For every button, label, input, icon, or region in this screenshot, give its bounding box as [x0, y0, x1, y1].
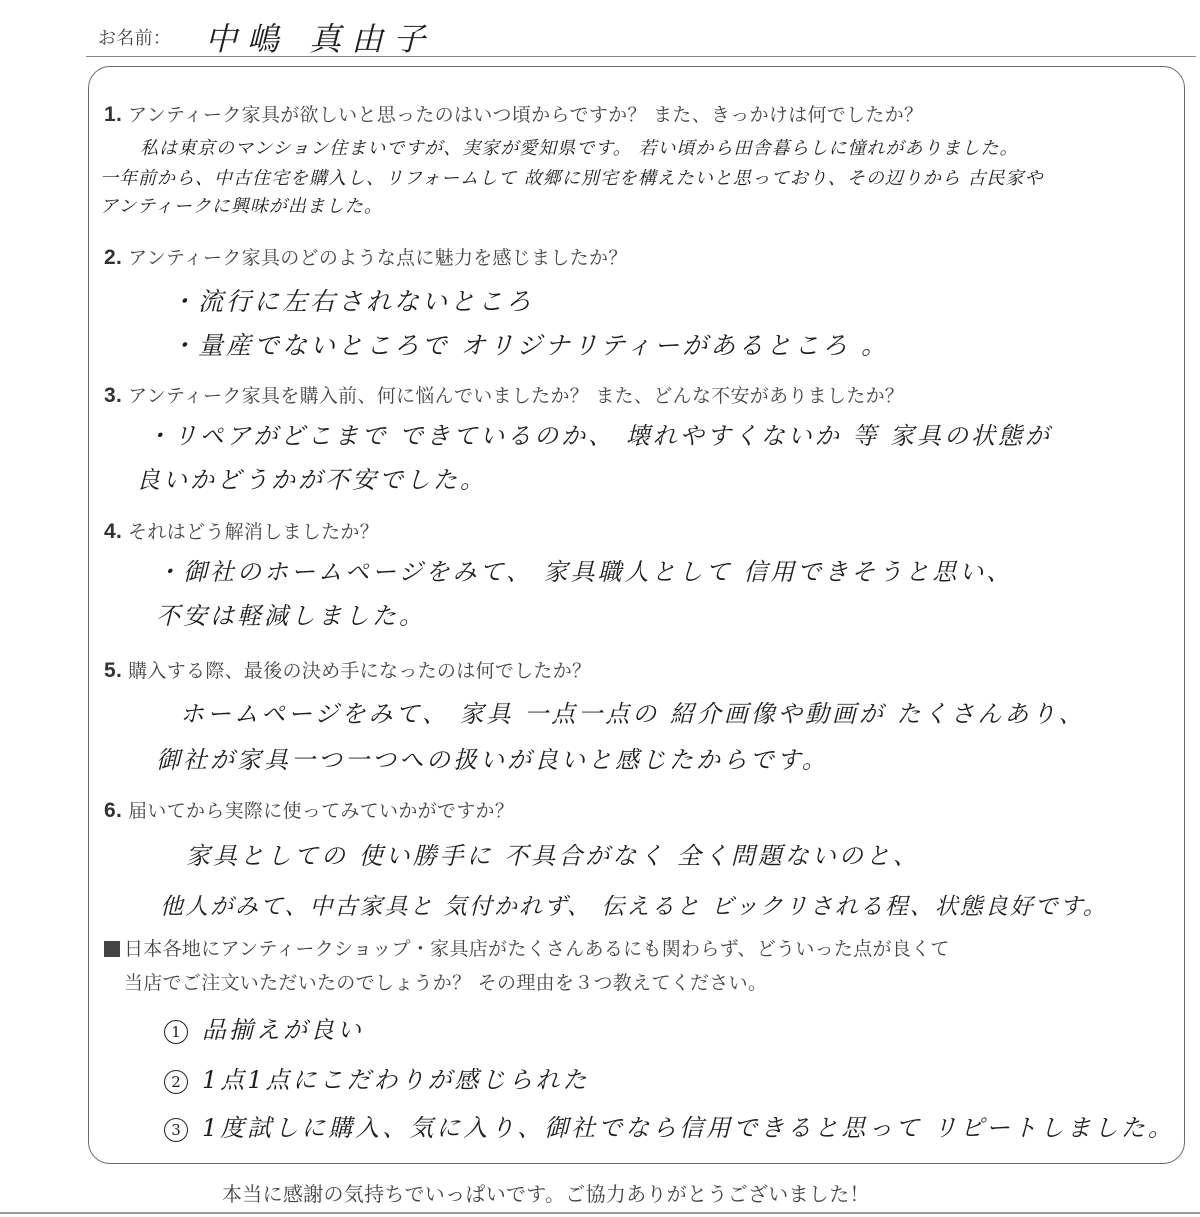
- answer-3-line-2: 良いかどうかが不安でした。: [136, 466, 487, 494]
- answer-1-line-2: 一年前から、中古住宅を購入し、リフォームして 故郷に別宅を構えたいと思っており、その辺りから 古民家や: [100, 168, 1044, 189]
- answer-6-line-1: 家具としての 使い勝手に 不具合がなく 全く問題ないのと、: [186, 842, 920, 870]
- question-4: [104, 517, 379, 544]
- question-number: 1.: [104, 103, 123, 126]
- square-bullet-icon: [104, 941, 120, 957]
- question-1: [104, 100, 923, 127]
- reason-item-1: [164, 1010, 364, 1045]
- question-number: 6.: [104, 799, 123, 822]
- answer-5-line-1: ホームページをみて、 家具 一点一点の 紹介画像や動画が たくさんあり、: [180, 700, 1086, 728]
- answer-2-line-1: ・流行に左右されないところ: [170, 287, 535, 316]
- question-text: それはどう解消しましたか？: [128, 521, 380, 543]
- bottom-rule: [0, 1212, 1200, 1214]
- answer-4-line-1: ・御社のホームページをみて、 家具職人として 信用できそうと思い、: [156, 558, 1014, 586]
- reasons-prompt-line-1: [104, 934, 950, 961]
- answer-6-line-2: 他人がみて、中古家具と 気付かれず、 伝えると ビックリされる程、状態良好です。: [160, 894, 1108, 920]
- answer-2-line-2: ・量産でないところで オリジナリティーがあるところ 。: [170, 331, 890, 360]
- reason-text: 1点1点にこだわりが感じられた: [202, 1066, 590, 1094]
- question-number: 2.: [104, 246, 123, 269]
- question-2: [104, 243, 628, 270]
- question-3: [104, 381, 904, 408]
- answer-5-line-2: 御社が家具一つ一つへの扱いが良いと感じたからです。: [156, 746, 829, 774]
- question-text: アンティーク家具が欲しいと思ったのはいつ頃からですか？ また、きっかけは何でしたか？: [128, 104, 924, 126]
- reason-text: 品揃えが良い: [202, 1016, 364, 1044]
- question-number: 4.: [104, 520, 123, 543]
- name-underline: [86, 56, 1196, 57]
- reasons-prompt-line-2: 当店でご注文いただいたのでしょうか？ その理由を３つ教えてください。: [124, 972, 768, 994]
- name-label: お名前：: [98, 28, 172, 49]
- question-number: 5.: [104, 659, 123, 682]
- answer-4-line-2: 不安は軽減しました。: [156, 602, 426, 630]
- question-5: [104, 656, 591, 683]
- thanks-message: 本当に感謝の気持ちでいっぱいです。ご協力ありがとうございました！: [222, 1182, 870, 1206]
- question-text: アンティーク家具のどのような点に魅力を感じましたか？: [128, 247, 628, 269]
- answer-1-line-3: アンティークに興味が出ました。: [100, 196, 383, 217]
- question-text: 購入する際、最後の決め手になったのは何でしたか？: [128, 660, 592, 682]
- answer-1-line-1: 私は東京のマンション住まいですが、実家が愛知県です。 若い頃から田舎暮らしに憧れがありました。: [140, 138, 1019, 159]
- question-text: アンティーク家具を購入前、何に悩んでいましたか？ また、どんな不安がありましたか？: [128, 385, 905, 407]
- reason-item-2: [164, 1060, 590, 1095]
- circled-number-2: 2: [164, 1070, 188, 1094]
- answer-3-line-1: ・リペアがどこまで できているのか、 壊れやすくないか 等 家具の状態が: [146, 422, 1053, 450]
- question-number: 3.: [104, 384, 123, 407]
- circled-number-3: 3: [164, 1118, 188, 1142]
- question-6: [104, 796, 514, 823]
- reason-item-3: [164, 1108, 1175, 1143]
- reason-text: 1度試しに購入、気に入り、御社でなら信用できると思って リピートしました。: [202, 1114, 1175, 1142]
- reasons-prompt-text: 日本各地にアンティークショップ・家具店がたくさんあるにも関わらず、どういった点が良くて: [124, 938, 950, 960]
- question-text: 届いてから実際に使ってみていかがですか？: [128, 800, 515, 822]
- name-value: 中嶋 真由子: [205, 20, 436, 58]
- circled-number-1: 1: [164, 1020, 188, 1044]
